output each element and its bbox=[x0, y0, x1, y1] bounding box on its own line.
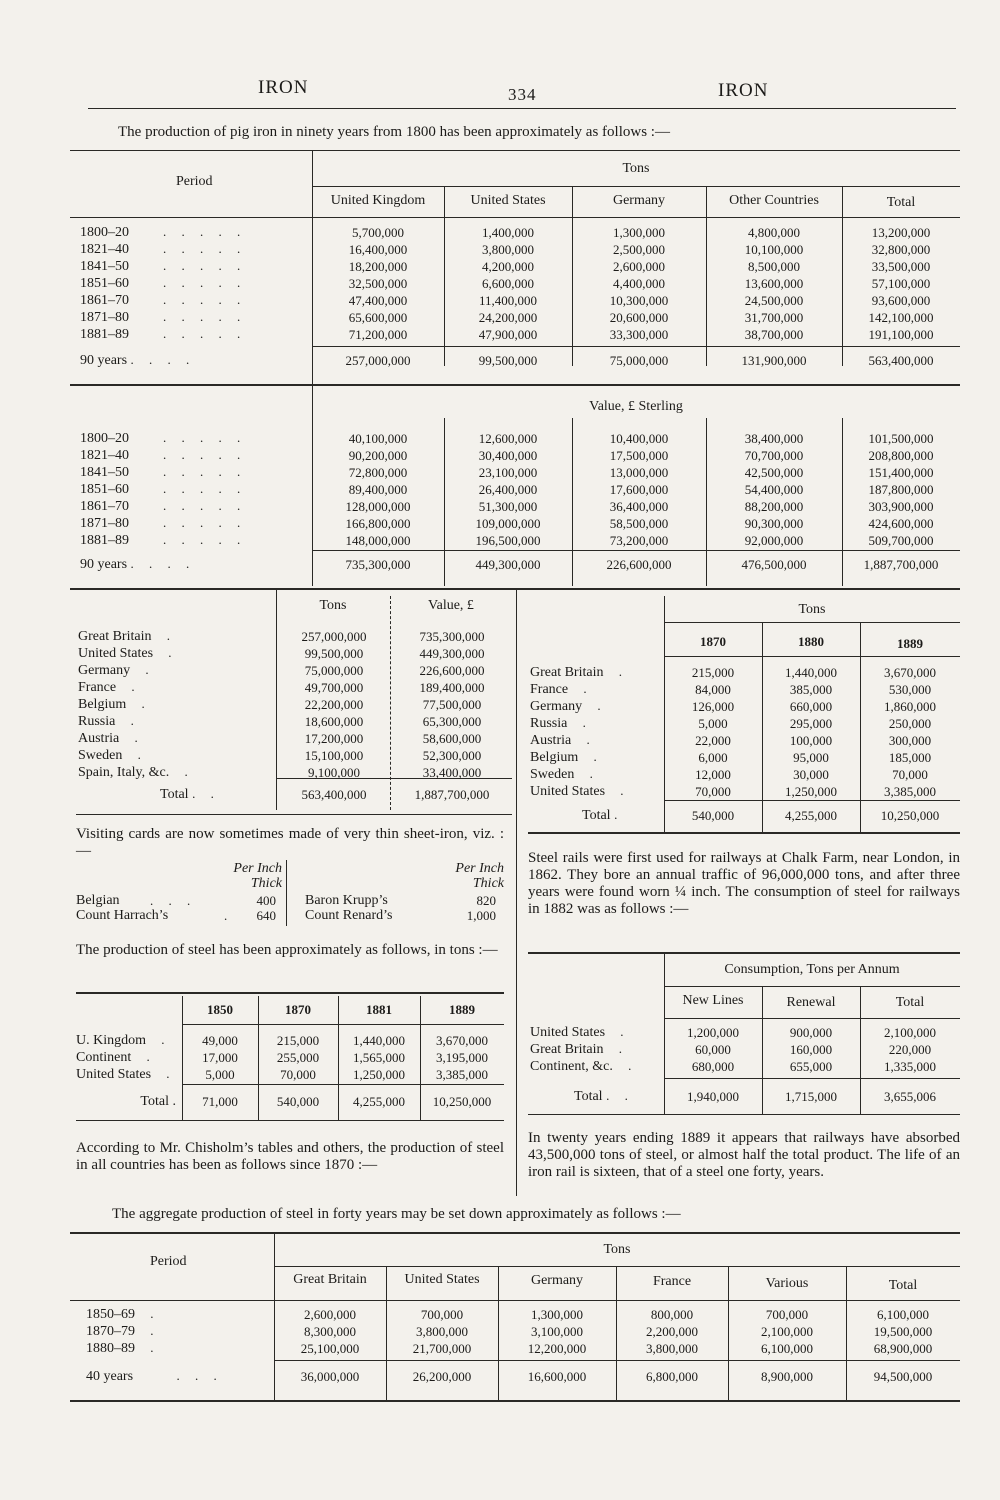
row-label: United States . bbox=[530, 783, 630, 799]
twenty-years-text: In twenty years ending 1889 it appears that railways have absorbed 43,500,000 tons of steel, or almost half the total product. The life of an iron rail is sixteen, that of a steel one forty, years. bbox=[528, 1130, 960, 1180]
cell: 509,700,000 bbox=[868, 532, 934, 548]
table-row bbox=[78, 696, 512, 713]
cell: 40,100,000 bbox=[348, 430, 408, 446]
cell: 92,000,000 bbox=[744, 532, 804, 548]
steel-country-total: Total . 540,000 4,255,000 10,250,000 bbox=[582, 807, 940, 823]
row-label: Belgium . bbox=[78, 696, 151, 712]
cell: 1,250,000 bbox=[785, 783, 837, 799]
table-row bbox=[78, 730, 512, 747]
row-label: Belgium . bbox=[530, 749, 603, 765]
cell: 72,800,000 bbox=[348, 464, 408, 480]
cell: 33,500,000 bbox=[871, 258, 931, 274]
cell: 70,000 bbox=[280, 1066, 316, 1082]
cell: 160,000 bbox=[789, 1041, 833, 1057]
cell: 1,300,000 bbox=[613, 224, 665, 240]
steel-rows bbox=[76, 1032, 504, 1083]
cell: 90,300,000 bbox=[744, 515, 804, 531]
cell: 126,000 bbox=[691, 698, 735, 714]
cell: 18,600,000 bbox=[304, 713, 364, 729]
cell: 6,100,000 bbox=[761, 1340, 813, 1356]
cell: 2,500,000 bbox=[613, 241, 665, 257]
cell: 52,300,000 bbox=[422, 747, 482, 763]
cell: 735,300,000 bbox=[419, 628, 485, 644]
cell: 3,100,000 bbox=[531, 1323, 583, 1339]
pig-tons-total: 90 years . . . . 257,000,000 99,500,000 75,000,000 131,900,000 563,400,000 bbox=[80, 352, 934, 368]
cell: 31,700,000 bbox=[744, 309, 804, 325]
rails-total: Total . . 1,940,000 1,715,000 3,655,006 bbox=[574, 1088, 936, 1104]
rails-rows bbox=[530, 1024, 960, 1075]
cell: 75,000,000 bbox=[304, 662, 364, 678]
table-row bbox=[530, 783, 960, 800]
cell: 90,200,000 bbox=[348, 447, 408, 463]
table-row bbox=[80, 447, 960, 464]
row-label: Germany . bbox=[530, 698, 607, 714]
cell: 77,500,000 bbox=[422, 696, 482, 712]
row-label: Austria . bbox=[530, 732, 596, 748]
cell: 51,300,000 bbox=[478, 498, 538, 514]
cell: 700,000 bbox=[765, 1306, 809, 1322]
table-row bbox=[80, 275, 960, 292]
cell: 12,000 bbox=[695, 766, 731, 782]
row-label: Germany . bbox=[78, 662, 155, 678]
total-label: 90 years bbox=[80, 557, 128, 572]
cell: 2,200,000 bbox=[646, 1323, 698, 1339]
cell: 300,000 bbox=[888, 732, 932, 748]
cell: 385,000 bbox=[789, 681, 833, 697]
row-label: U. Kingdom . bbox=[76, 1032, 171, 1048]
row-label: Sweden . bbox=[530, 766, 599, 782]
page-number: 334 bbox=[508, 85, 537, 104]
cell: 73,200,000 bbox=[609, 532, 669, 548]
cell: 24,200,000 bbox=[478, 309, 538, 325]
table-row bbox=[80, 481, 960, 498]
table-row bbox=[80, 224, 960, 241]
rails-text: Steel rails were first used for railways at Chalk Farm, near London, in 1862. They bore an annual traffic of 96,000,000 tons, and after three years were found worn ¼ inch. The consumption of steel for railways in 1882 was as follows :— bbox=[528, 850, 960, 917]
cell: 3,800,000 bbox=[416, 1323, 468, 1339]
table-row bbox=[78, 662, 512, 679]
col-united-kingdom: United Kingdom bbox=[330, 193, 426, 208]
table-row bbox=[76, 1049, 504, 1066]
cell: 54,400,000 bbox=[744, 481, 804, 497]
cell: 57,100,000 bbox=[871, 275, 931, 291]
cell: 142,100,000 bbox=[868, 309, 934, 325]
row-label: United States . bbox=[76, 1066, 176, 1082]
period-cell: 1841–50 . . . . . bbox=[80, 464, 247, 480]
period-cell: 1821–40 . . . . . bbox=[80, 447, 247, 463]
cell: 13,600,000 bbox=[744, 275, 804, 291]
cell: 166,800,000 bbox=[345, 515, 411, 531]
cell: 1,200,000 bbox=[687, 1024, 739, 1040]
row-label: United States . bbox=[530, 1024, 630, 1040]
table-row bbox=[530, 715, 960, 732]
row-label: Russia . bbox=[78, 713, 140, 729]
cell: 2,100,000 bbox=[884, 1024, 936, 1040]
row-label: 1850–69 . bbox=[86, 1306, 160, 1322]
cell: 189,400,000 bbox=[419, 679, 485, 695]
cell: 655,000 bbox=[789, 1058, 833, 1074]
cell: 33,300,000 bbox=[609, 326, 669, 342]
cell: 30,400,000 bbox=[478, 447, 538, 463]
col-other-countries: Other Countries bbox=[729, 193, 819, 208]
cell: 128,000,000 bbox=[345, 498, 411, 514]
table-row bbox=[80, 532, 960, 549]
cell: 5,000 bbox=[698, 715, 728, 731]
cell: 13,200,000 bbox=[871, 224, 931, 240]
row-label: Great Britain . bbox=[78, 628, 176, 644]
cell: 58,600,000 bbox=[422, 730, 482, 746]
period-cell: 1871–80 . . . . . bbox=[80, 515, 247, 531]
cell: 33,400,000 bbox=[422, 764, 482, 780]
period-cell: 1800–20 . . . . . bbox=[80, 430, 247, 446]
row-label: France . bbox=[78, 679, 141, 695]
total-label: 90 years bbox=[80, 353, 128, 368]
cell: 700,000 bbox=[420, 1306, 464, 1322]
cell: 8,300,000 bbox=[304, 1323, 356, 1339]
row-label: Continent, &c. . bbox=[530, 1058, 638, 1074]
period-cell: 1851–60 . . . . . bbox=[80, 481, 247, 497]
cell: 680,000 bbox=[691, 1058, 735, 1074]
cell: 3,385,000 bbox=[436, 1066, 488, 1082]
pig-tons-rows bbox=[80, 224, 960, 343]
cell: 215,000 bbox=[691, 664, 735, 680]
row-label: Continent . bbox=[76, 1049, 156, 1065]
cell: 88,200,000 bbox=[744, 498, 804, 514]
col-total: Total bbox=[886, 195, 916, 210]
cell: 257,000,000 bbox=[301, 628, 367, 644]
cell: 6,600,000 bbox=[482, 275, 534, 291]
table-row bbox=[530, 1024, 960, 1041]
tons-label: Tons bbox=[622, 161, 650, 176]
table-row bbox=[76, 1032, 504, 1049]
cell: 4,800,000 bbox=[748, 224, 800, 240]
cell: 36,400,000 bbox=[609, 498, 669, 514]
cell: 109,000,000 bbox=[475, 515, 541, 531]
country-rows bbox=[78, 628, 512, 781]
cell: 530,000 bbox=[888, 681, 932, 697]
cell: 4,400,000 bbox=[613, 275, 665, 291]
period-cell: 1861–70 . . . . . bbox=[80, 292, 247, 308]
cell: 20,600,000 bbox=[609, 309, 669, 325]
pig-value-total: 90 years . . . . 735,300,000 449,300,000 226,600,000 476,500,000 1,887,700,000 bbox=[80, 556, 939, 572]
cell: 19,500,000 bbox=[873, 1323, 933, 1339]
cell: 49,000 bbox=[202, 1032, 238, 1048]
row-label: Austria . bbox=[78, 730, 144, 746]
cell: 1,440,000 bbox=[785, 664, 837, 680]
running-head-right: IRON bbox=[718, 80, 769, 101]
cell: 89,400,000 bbox=[348, 481, 408, 497]
steel-total: Total . 71,000 540,000 4,255,000 10,250,000 bbox=[140, 1094, 492, 1109]
cell: 2,600,000 bbox=[304, 1306, 356, 1322]
col-united-states: United States bbox=[470, 193, 546, 208]
table-row bbox=[530, 749, 960, 766]
cell: 100,000 bbox=[789, 732, 833, 748]
cell: 1,565,000 bbox=[353, 1049, 405, 1065]
cell: 6,000 bbox=[698, 749, 728, 765]
cell: 32,500,000 bbox=[348, 275, 408, 291]
table-row bbox=[530, 766, 960, 783]
cell: 1,250,000 bbox=[353, 1066, 405, 1082]
cell: 3,385,000 bbox=[884, 783, 936, 799]
cell: 8,500,000 bbox=[748, 258, 800, 274]
table-row bbox=[86, 1306, 960, 1323]
table-row bbox=[80, 326, 960, 343]
table-row bbox=[78, 713, 512, 730]
running-head-left: IRON bbox=[258, 77, 309, 98]
col-tons: Tons bbox=[319, 598, 347, 613]
table-row bbox=[530, 664, 960, 681]
cell: 101,500,000 bbox=[868, 430, 934, 446]
cell: 25,100,000 bbox=[300, 1340, 360, 1356]
value-label: Value, £ Sterling bbox=[589, 399, 683, 414]
table-row bbox=[80, 498, 960, 515]
cell: 2,600,000 bbox=[613, 258, 665, 274]
pig-iron-intro: The production of pig iron in ninety years from 1800 has been approximately as follows :— bbox=[118, 124, 670, 140]
cell: 58,500,000 bbox=[609, 515, 669, 531]
row-label: Sweden . bbox=[78, 747, 147, 763]
cell: 148,000,000 bbox=[345, 532, 411, 548]
cell: 196,500,000 bbox=[475, 532, 541, 548]
cell: 1,860,000 bbox=[884, 698, 936, 714]
cell: 187,800,000 bbox=[868, 481, 934, 497]
cell: 93,600,000 bbox=[871, 292, 931, 308]
cell: 17,200,000 bbox=[304, 730, 364, 746]
cell: 23,100,000 bbox=[478, 464, 538, 480]
cell: 220,000 bbox=[888, 1041, 932, 1057]
table-row bbox=[86, 1323, 960, 1340]
cell: 32,800,000 bbox=[871, 241, 931, 257]
cell: 185,000 bbox=[888, 749, 932, 765]
cell: 47,400,000 bbox=[348, 292, 408, 308]
cell: 17,000 bbox=[202, 1049, 238, 1065]
cell: 10,100,000 bbox=[744, 241, 804, 257]
header-rule bbox=[88, 108, 956, 109]
cell: 26,400,000 bbox=[478, 481, 538, 497]
cell: 900,000 bbox=[789, 1024, 833, 1040]
row-label: 1880–89 . bbox=[86, 1340, 160, 1356]
table-row bbox=[80, 464, 960, 481]
cell: 15,100,000 bbox=[304, 747, 364, 763]
table-row bbox=[78, 679, 512, 696]
cell: 215,000 bbox=[276, 1032, 320, 1048]
cell: 800,000 bbox=[650, 1306, 694, 1322]
cell: 250,000 bbox=[888, 715, 932, 731]
cell: 10,400,000 bbox=[609, 430, 669, 446]
pig-value-rows bbox=[80, 430, 960, 549]
cell: 17,500,000 bbox=[609, 447, 669, 463]
aggregate-rows bbox=[86, 1306, 960, 1357]
cell: 65,600,000 bbox=[348, 309, 408, 325]
row-label: France . bbox=[530, 681, 593, 697]
cell: 21,700,000 bbox=[412, 1340, 472, 1356]
table-row bbox=[76, 1066, 504, 1083]
cell: 70,700,000 bbox=[744, 447, 804, 463]
period-cell: 1851–60 . . . . . bbox=[80, 275, 247, 291]
cell: 1,335,000 bbox=[884, 1058, 936, 1074]
row-label: 1870–79 . bbox=[86, 1323, 160, 1339]
col-value: Value, £ bbox=[428, 598, 474, 613]
table-row bbox=[78, 645, 512, 662]
cell: 13,000,000 bbox=[609, 464, 669, 480]
table-row bbox=[80, 258, 960, 275]
period-cell: 1821–40 . . . . . bbox=[80, 241, 247, 257]
country-total: Total . . 563,400,000 1,887,700,000 bbox=[160, 786, 490, 802]
period-cell: 1800–20 . . . . . bbox=[80, 224, 247, 240]
cell: 22,200,000 bbox=[304, 696, 364, 712]
cell: 9,100,000 bbox=[308, 764, 360, 780]
cell: 449,300,000 bbox=[419, 645, 485, 661]
cell: 6,100,000 bbox=[877, 1306, 929, 1322]
cell: 303,900,000 bbox=[868, 498, 934, 514]
cell: 65,300,000 bbox=[422, 713, 482, 729]
row-label: Russia . bbox=[530, 715, 592, 731]
period-label: Period bbox=[176, 174, 213, 189]
cell: 38,700,000 bbox=[744, 326, 804, 342]
cell: 42,500,000 bbox=[744, 464, 804, 480]
table-row bbox=[80, 515, 960, 532]
table-row bbox=[530, 698, 960, 715]
row-label: United States . bbox=[78, 645, 178, 661]
cell: 47,900,000 bbox=[478, 326, 538, 342]
steel-country-rows bbox=[530, 664, 960, 800]
cell: 2,100,000 bbox=[761, 1323, 813, 1339]
table-row bbox=[530, 1058, 960, 1075]
cell: 49,700,000 bbox=[304, 679, 364, 695]
cell: 99,500,000 bbox=[304, 645, 364, 661]
table-row bbox=[80, 430, 960, 447]
cell: 70,000 bbox=[892, 766, 928, 782]
table-row bbox=[80, 292, 960, 309]
cell: 11,400,000 bbox=[478, 292, 538, 308]
chisholm-text: According to Mr. Chisholm’s tables and others, the production of steel in all countries has been as follows since 1870 :— bbox=[76, 1140, 504, 1173]
period-cell: 1881–89 . . . . . bbox=[80, 532, 247, 548]
cell: 3,670,000 bbox=[884, 664, 936, 680]
steel-intro: The production of steel has been approximately as follows, in tons :— bbox=[76, 942, 498, 958]
cell: 295,000 bbox=[789, 715, 833, 731]
table-row bbox=[78, 747, 512, 764]
row-label: Great Britain . bbox=[530, 1041, 628, 1057]
period-cell: 1871–80 . . . . . bbox=[80, 309, 247, 325]
cell: 1,300,000 bbox=[531, 1306, 583, 1322]
cell: 60,000 bbox=[695, 1041, 731, 1057]
cell: 12,200,000 bbox=[527, 1340, 587, 1356]
table-row bbox=[86, 1340, 960, 1357]
cell: 208,800,000 bbox=[868, 447, 934, 463]
table-row bbox=[80, 309, 960, 326]
cell: 71,200,000 bbox=[348, 326, 408, 342]
cell: 10,300,000 bbox=[609, 292, 669, 308]
cell: 16,400,000 bbox=[348, 241, 408, 257]
cell: 17,600,000 bbox=[609, 481, 669, 497]
cell: 1,400,000 bbox=[482, 224, 534, 240]
cell: 151,400,000 bbox=[868, 464, 934, 480]
table-row bbox=[530, 732, 960, 749]
cell: 70,000 bbox=[695, 783, 731, 799]
cell: 226,600,000 bbox=[419, 662, 485, 678]
period-cell: 1861–70 . . . . . bbox=[80, 498, 247, 514]
cell: 84,000 bbox=[695, 681, 731, 697]
period-cell: 1881–89 . . . . . bbox=[80, 326, 247, 342]
cards-intro: Visiting cards are now sometimes made of very thin sheet-iron, viz. :— bbox=[76, 826, 504, 859]
cell: 5,000 bbox=[205, 1066, 235, 1082]
cell: 68,900,000 bbox=[873, 1340, 933, 1356]
cell: 424,600,000 bbox=[868, 515, 934, 531]
aggregate-intro: The aggregate production of steel in forty years may be set down approximately as follows :— bbox=[112, 1206, 681, 1222]
cell: 30,000 bbox=[793, 766, 829, 782]
table-row bbox=[78, 764, 512, 781]
cell: 3,670,000 bbox=[436, 1032, 488, 1048]
cell: 38,400,000 bbox=[744, 430, 804, 446]
row-label: Spain, Italy, &c. . bbox=[78, 764, 194, 780]
cell: 3,800,000 bbox=[646, 1340, 698, 1356]
table-row bbox=[530, 681, 960, 698]
cell: 95,000 bbox=[793, 749, 829, 765]
cell: 3,800,000 bbox=[482, 241, 534, 257]
table-row bbox=[78, 628, 512, 645]
column-divider bbox=[516, 588, 517, 1196]
cell: 24,500,000 bbox=[744, 292, 804, 308]
period-cell: 1841–50 . . . . . bbox=[80, 258, 247, 274]
col-germany: Germany bbox=[612, 193, 666, 208]
row-label: Great Britain . bbox=[530, 664, 628, 680]
cell: 660,000 bbox=[789, 698, 833, 714]
cell: 255,000 bbox=[276, 1049, 320, 1065]
cell: 191,100,000 bbox=[868, 326, 934, 342]
cell: 3,195,000 bbox=[436, 1049, 488, 1065]
cell: 5,700,000 bbox=[352, 224, 404, 240]
table-row bbox=[80, 241, 960, 258]
table-row bbox=[530, 1041, 960, 1058]
cell: 1,440,000 bbox=[353, 1032, 405, 1048]
cell: 18,200,000 bbox=[348, 258, 408, 274]
cell: 12,600,000 bbox=[478, 430, 538, 446]
cell: 4,200,000 bbox=[482, 258, 534, 274]
cell: 22,000 bbox=[695, 732, 731, 748]
aggregate-total: 40 years . . . 36,000,000 26,200,000 16,600,000 6,800,000 8,900,000 94,500,000 bbox=[86, 1368, 933, 1384]
